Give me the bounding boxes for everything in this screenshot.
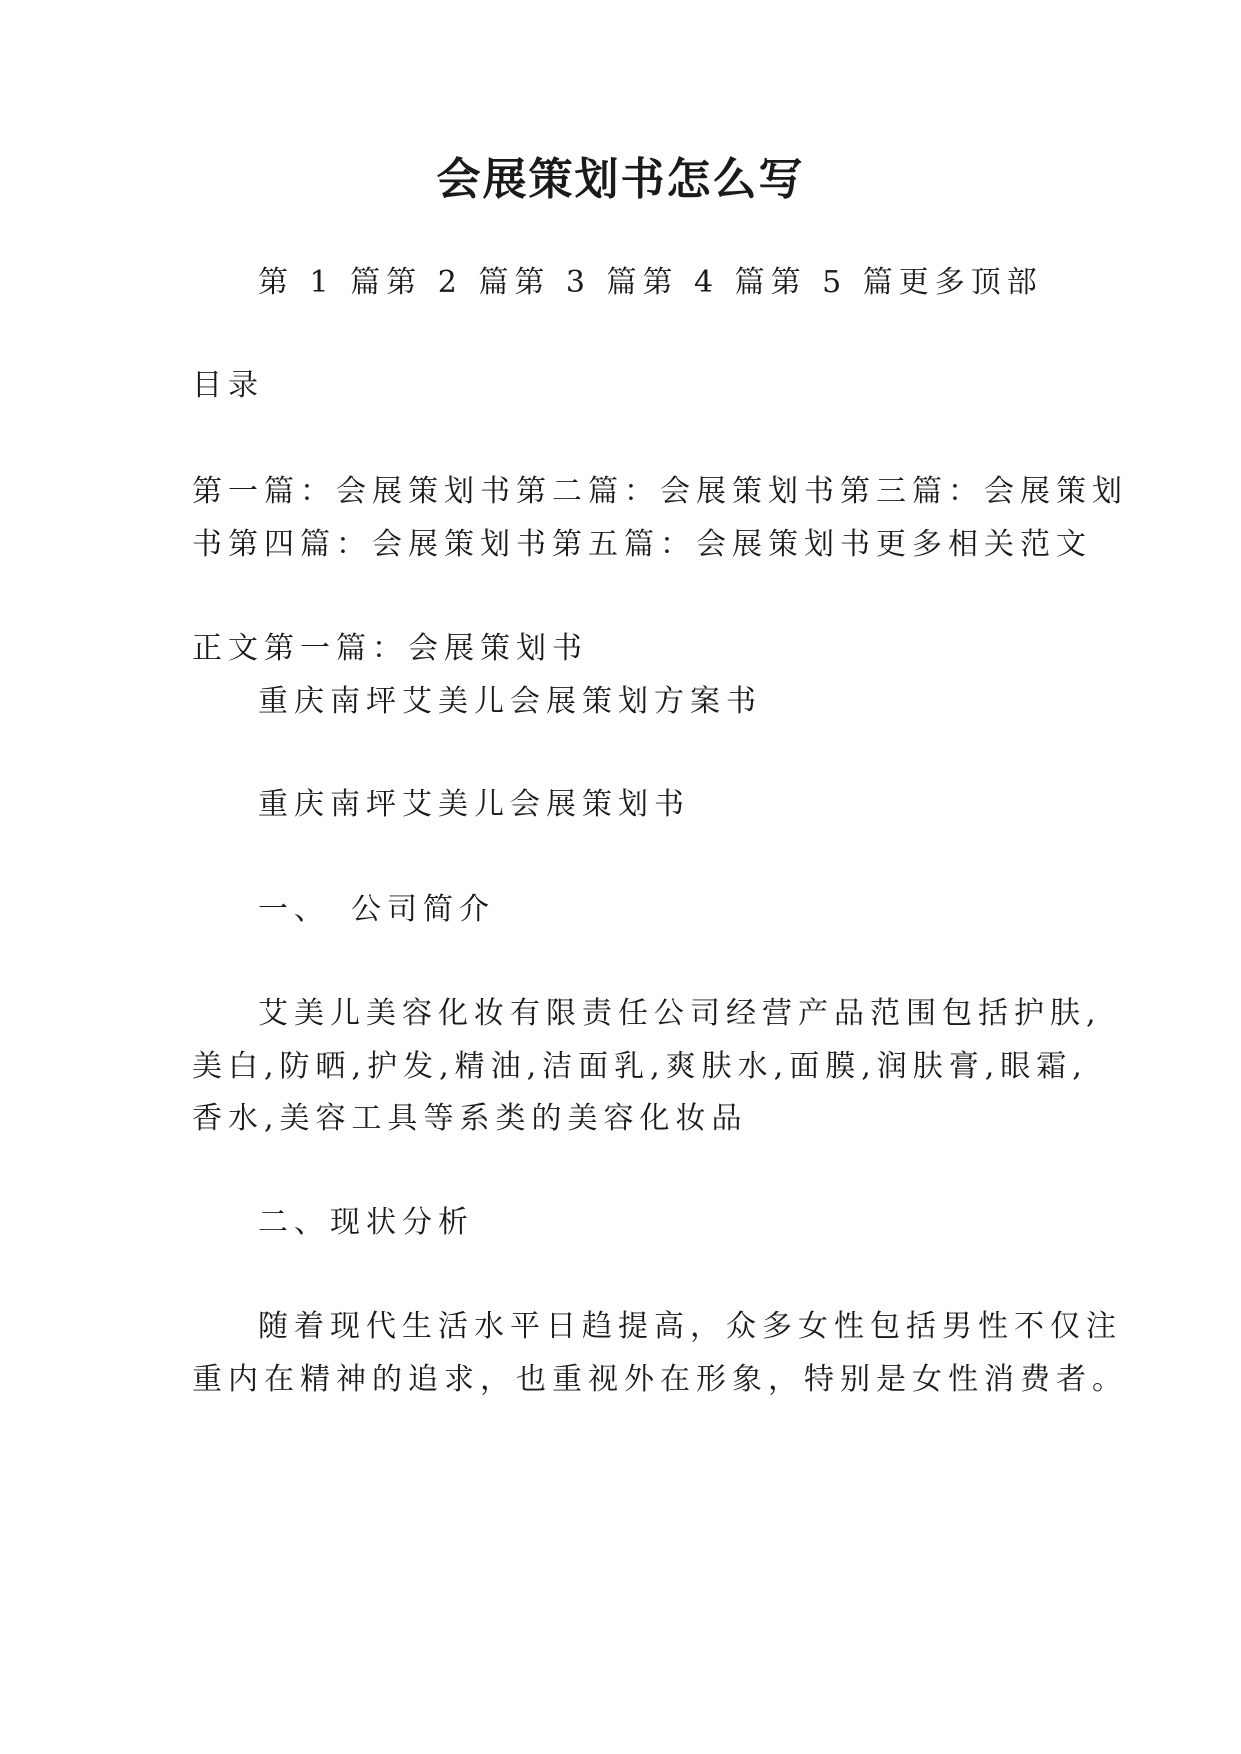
nav-links-line: 第 1 篇第 2 篇第 3 篇第 4 篇第 5 篇更多顶部: [258, 265, 1043, 300]
section-1-line-1: 艾美儿美容化妆有限责任公司经营产品范围包括护肤,: [258, 996, 1102, 1031]
toc-line-2: 书第四篇：会展策划书第五篇：会展策划书更多相关范文: [192, 527, 1092, 562]
plan-title: 重庆南坪艾美儿会展策划方案书: [258, 684, 762, 719]
section-2-line-2: 重内在精神的追求，也重视外在形象，特别是女性消费者。: [192, 1362, 1128, 1397]
section-1-heading: 一、 公司简介: [258, 892, 495, 927]
toc-heading: 目录: [192, 368, 264, 403]
body-start-heading: 正文第一篇：会展策划书: [192, 631, 588, 666]
section-2-line-1: 随着现代生活水平日趋提高，众多女性包括男性不仅注: [258, 1309, 1122, 1344]
section-2-heading: 二、现状分析: [258, 1205, 474, 1240]
section-1-line-3: 香水,美容工具等系类的美容化妆品: [192, 1101, 748, 1136]
document-title: 会展策划书怎么写: [436, 154, 805, 205]
section-1-line-2: 美白,防晒,护发,精油,洁面乳,爽肤水,面膜,润肤膏,眼霜,: [192, 1049, 1088, 1084]
toc-line-1: 第一篇：会展策划书第二篇：会展策划书第三篇：会展策划: [192, 474, 1128, 509]
plan-subtitle: 重庆南坪艾美儿会展策划书: [258, 787, 690, 822]
